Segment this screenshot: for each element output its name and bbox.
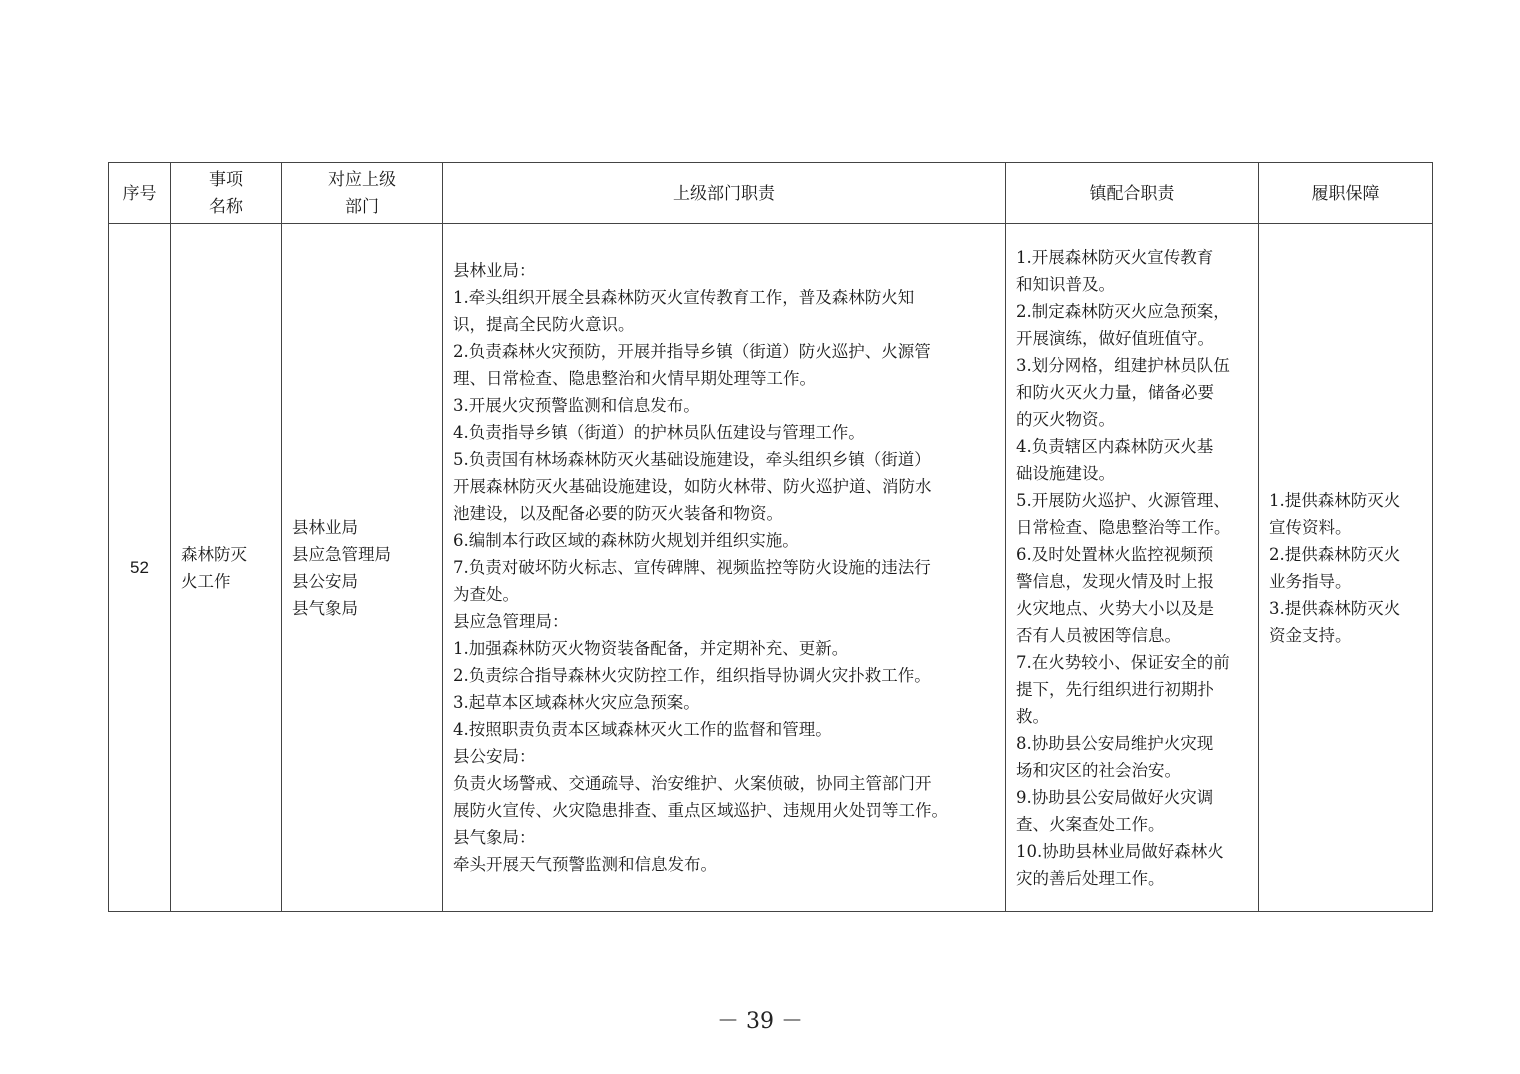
page-number: － 39 － [717,1009,803,1034]
superior-duty-line: 牵头开展天气预警监测和信息发布。 [453,855,717,874]
superior-duty-line: 为查处。 [453,585,519,604]
superior-duty-line: 池建设，以及配备必要的防灭火装备和物资。 [453,504,783,523]
town-duty-line: 10.协助县林业局做好森林火 [1016,841,1224,861]
town-duty-line: 警信息，发现火情及时上报 [1016,571,1214,591]
department-line: 县公安局 [292,571,358,591]
guarantee-line: 资金支持。 [1269,625,1352,645]
header-town-duties: 镇配合职责 [1006,163,1259,224]
superior-duty-line: 4.负责指导乡镇（街道）的护林员队伍建设与管理工作。 [453,423,865,442]
superior-duty-line: 展防火宣传、火灾隐患排查、重点区域巡护、违规用火处罚等工作。 [453,801,948,820]
town-duty-line: 5.开展防火巡护、火源管理、 [1016,490,1230,510]
town-duty-line: 否有人员被困等信息。 [1016,625,1181,645]
row-superior-duties [443,224,1006,912]
town-duty-line: 救。 [1016,706,1049,726]
department-line: 县林业局 [292,517,358,537]
superior-duty-line: 5.负责国有林场森林防灭火基础设施建设，牵头组织乡镇（街道） [453,450,931,469]
town-duty-line: 9.协助县公安局做好火灾调 [1016,787,1214,807]
superior-duty-line: 1.加强森林防灭火物资装备配备，并定期补充、更新。 [453,639,849,658]
superior-duty-line: 县林业局： [453,261,536,280]
superior-duty-line: 7.负责对破坏防火标志、宣传碑牌、视频监控等防火设施的违法行 [453,558,931,577]
town-duty-line: 查、火案查处工作。 [1016,814,1165,834]
department-line: 县应急管理局 [292,544,391,564]
superior-duty-line: 2.负责森林火灾预防，开展并指导乡镇（街道）防火巡护、火源管 [453,342,931,361]
town-duty-line: 2.制定森林防灭火应急预案， [1016,301,1230,321]
town-duty-line: 6.及时处置林火监控视频预 [1016,544,1214,564]
town-duty-line: 提下，先行组织进行初期扑 [1016,679,1214,699]
item-name-line: 森林防灭 [181,544,247,564]
department-line: 县气象局 [292,598,358,618]
duty-table [108,162,1433,912]
row-town-duties [1006,224,1259,912]
row-number: 52 [109,224,171,912]
guarantee-line: 1.提供森林防灭火 [1269,490,1401,510]
header-item-name: 事项 名称 [171,163,282,224]
superior-duty-line: 4.按照职责负责本区域森林灭火工作的监督和管理。 [453,720,832,739]
row-item-name [171,224,282,912]
superior-duty-line: 县公安局： [453,747,536,766]
town-duty-line: 7.在火势较小、保证安全的前 [1016,652,1230,672]
superior-duty-line: 县应急管理局： [453,612,569,631]
town-duty-line: 4.负责辖区内森林防灭火基 [1016,436,1214,456]
header-superior-duties: 上级部门职责 [443,163,1006,224]
superior-duty-line: 3.开展火灾预警监测和信息发布。 [453,396,700,415]
header-superior-department: 对应上级 部门 [282,163,443,224]
row-departments [282,224,443,912]
superior-duty-line: 理、日常检查、隐患整治和火情早期处理等工作。 [453,369,816,388]
town-duty-line: 1.开展森林防灭火宣传教育 [1016,247,1214,267]
town-duty-line: 开展演练，做好值班值守。 [1016,328,1214,348]
town-duty-line: 场和灾区的社会治安。 [1016,760,1181,780]
header-guarantees: 履职保障 [1259,163,1433,224]
superior-duty-line: 识，提高全民防火意识。 [453,315,635,334]
superior-duty-line: 1.牵头组织开展全县森林防灭火宣传教育工作，普及森林防火知 [453,288,915,307]
guarantee-line: 业务指导。 [1269,571,1352,591]
town-duty-line: 的灭火物资。 [1016,409,1115,429]
town-duty-line: 8.协助县公安局维护火灾现 [1016,733,1214,753]
superior-duty-line: 县气象局： [453,828,536,847]
town-duty-line: 灾的善后处理工作。 [1016,868,1165,888]
town-duty-line: 日常检查、隐患整治等工作。 [1016,517,1231,537]
town-duty-line: 和防火灭火力量，储备必要 [1016,382,1214,402]
superior-duty-line: 2.负责综合指导森林火灾防控工作，组织指导协调火灾扑救工作。 [453,666,931,685]
town-duty-line: 和知识普及。 [1016,274,1115,294]
header-number: 序号 [109,163,171,224]
town-duty-line: 础设施建设。 [1016,463,1115,483]
guarantee-line: 2.提供森林防灭火 [1269,544,1401,564]
guarantee-line: 宣传资料。 [1269,517,1352,537]
town-duty-line: 火灾地点、火势大小以及是 [1016,598,1214,618]
row-guarantees [1259,224,1433,912]
town-duty-line: 3.划分网格，组建护林员队伍 [1016,355,1230,375]
item-name-line: 火工作 [181,571,231,591]
guarantee-line: 3.提供森林防灭火 [1269,598,1401,618]
superior-duty-line: 3.起草本区域森林火灾应急预案。 [453,693,700,712]
superior-duty-line: 负责火场警戒、交通疏导、治安维护、火案侦破，协同主管部门开 [453,774,932,793]
superior-duty-line: 开展森林防灭火基础设施建设，如防火林带、防火巡护道、消防水 [453,477,932,496]
table-row [109,224,1433,912]
header-row [109,163,1433,224]
superior-duty-line: 6.编制本行政区域的森林防火规划并组织实施。 [453,531,799,550]
